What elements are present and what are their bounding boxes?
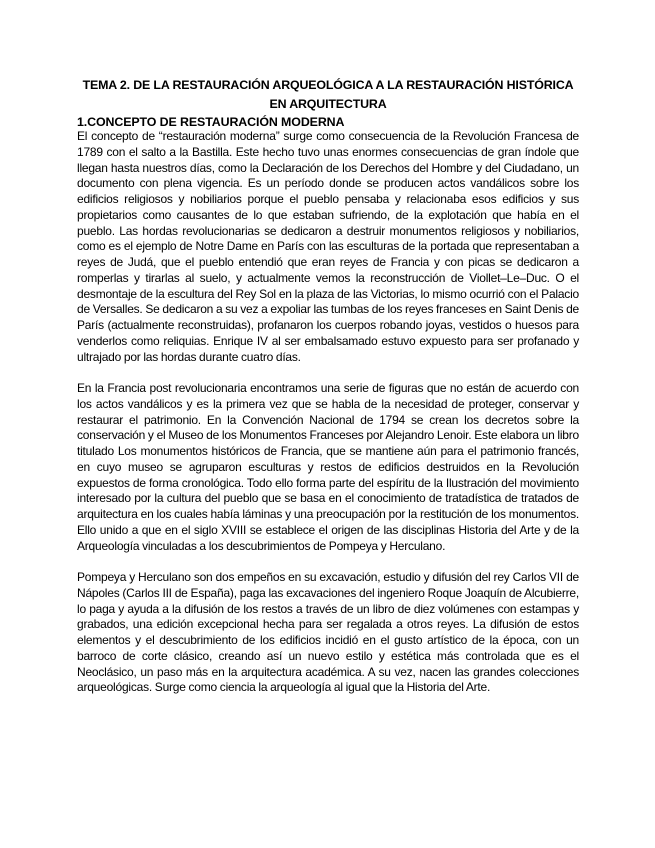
paragraph-pompeya-herculano: Pompeya y Herculano son dos empeños en su excavación, estudio y difusión del rey Carlos VII de Nápoles (Carlos III de España), paga las excavaciones del ingeniero Roque Joaquín de Alcubierre, lo paga y ayuda a la difusión de los restos a través de un libro de diez volúmenes con estampas y grabados, una edición excepcional hecha para ser regalada a otros reyes. La difusión de estos elementos y el descubrimiento de los edificios incidió en el gusto artístico de la época, con un barroco de corte clásico, creando así un nuevo estilo y estética más controlada que es el Neoclásico, un paso más en la arquitectura académica. A su vez, nacen las grandes colecciones arqueológicas. Surge como ciencia la arqueología al igual que la Historia del Arte. xyxy=(77,570,579,695)
document-title: TEMA 2. DE LA RESTAURACIÓN ARQUEOLÓGICA A LA RESTAURACIÓN HISTÓRICA EN ARQUITECTURA xyxy=(82,78,574,111)
paragraph-revolucion-francesa: El concepto de “restauración moderna” surge como consecuencia de la Revolución Francesa de 1789 con el salto a la Bastilla. Este hecho tuvo unas enormes consecuencias de gran índole que llegan hasta nuestros días, como la Declaración de los Derechos del Hombre y del Ciudadano, un documento con plena vigencia. Es un período donde se producen actos vandálicos sobre los edificios religiosos y nobiliarios porque el pueblo pensaba y relacionaba esos edificios y sus propietarios como causantes de lo que estaban sufriendo, de la explotación que había en el pueblo. Las hordas revolucionarias se dedicaron a destruir monumentos religiosos y nobiliarios, como es el ejemplo de Notre Dame en París con las esculturas de la portada que representaban a reyes de Judá, que el pueblo entendió que eran reyes de Francia y con picas se dedicaron a romperlas y tirarlas al suelo, y actualmente vemos la reconstrucción de Viollet–Le–Duc. O el desmontaje de la escultura del Rey Sol en la plaza de las Victorias, lo mismo ocurrió con el Palacio de Versalles. Se dedicaron a su vez a expoliar las tumbas de los reyes franceses en Saint Denis de París (actualmente reconstruidas), profanaron los cuerpos robando joyas, vestidos o huesos para venderlos como reliquias. Enrique IV al ser embalsamado estuvo expuesto para ser profanado y ultrajado por las hordas durante cuatro días. xyxy=(77,129,580,364)
paragraph-francia-post-revolucionaria: En la Francia post revolucionaria encontramos una serie de figuras que no están de acuerdo con los actos vandálicos y es la primera vez que se habla de la necesidad de proteger, conservar y restaurar el patrimonio. En la Convención Nacional de 1794 se crean los decretos sobre la conservación y el Museo de los Monumentos Franceses por Alejandro Lenoir. Este elabora un libro titulado Los monumentos históricos de Francia, que se mantiene aún para el patrimonio francés, en cuyo museo se agruparon esculturas y restos de edificios destruidos en la Revolución expuestos de forma cronológica. Todo ello forma parte del espíritu de la Ilustración del movimiento interesado por la cultura del pueblo que se basa en el conocimiento de tratadística de tratados de arquitectura en los cuales había láminas y una preocupación por la restitución de los monumentos. Ello unido a que en el siglo XVIII se establece el origen de las disciplinas Historia del Arte y de la Arqueología vinculadas a los descubrimientos de Pompeya y Herculano. xyxy=(77,381,579,553)
section-heading: 1.CONCEPTO DE RESTAURACIÓN MODERNA xyxy=(77,115,345,129)
document-body xyxy=(77,76,579,696)
